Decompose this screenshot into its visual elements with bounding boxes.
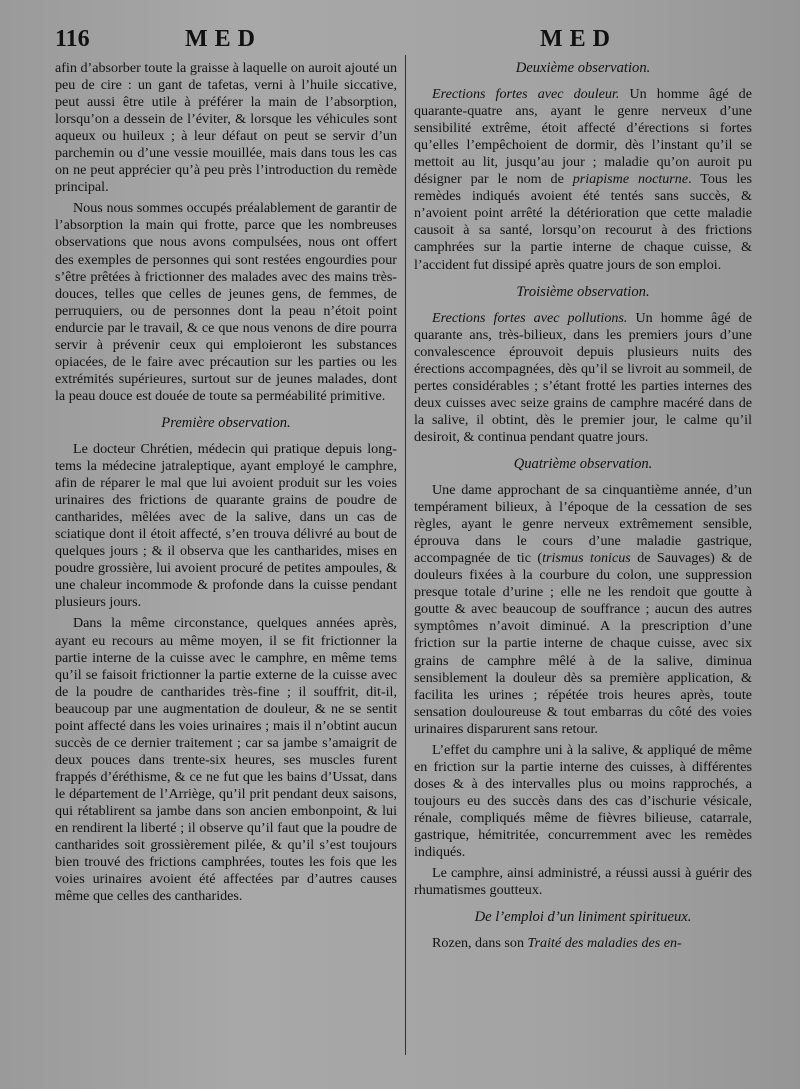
text-run: Une dame approchant de sa cinquantième année, d’un tempérament bilieux, à l’époque de la cessation de ses règles, ayant le genre nerveux extrêmement sensible, éprouva dans le cours d’une maladie gastrique, accompagnée de tic ( (414, 482, 752, 567)
lead-phrase: Erections fortes avec pollutions. (432, 309, 628, 326)
running-head-right: MED (540, 26, 617, 52)
italic-term: trismus tonicus (542, 550, 631, 567)
paragraph: Le camphre, ainsi administré, a réussi aussi à guérir des rhumatismes goutteux. (414, 865, 752, 899)
text-run: Rozen, dans son (432, 935, 528, 952)
page-number: 116 (55, 26, 90, 52)
text-run: de Sauvages) & de douleurs fixées à la courbure du colon, une suppression presque totale d’urine ; elle ne les rendoit que goutte à goutte & avec beaucoup de souffrance ; aucun des autres symptômes n’avoit diminué. A la prescription d’une friction sur la partie interne de chaque cuisse, avec six grains de camphre mêlé à de la salive, diminua sensiblement la douleur dès sa première application, & facilita les urines ; répétée trois heures après, toute sensation douloureuse & tout embarras du côté des voies urinaires disparurent sans retour. (414, 550, 752, 737)
running-head-left: MED (185, 26, 262, 52)
text-run: Un homme âgé de quarante ans, très-bilieux, dans les premiers jours d’une convalescence éprouvoit depuis plusieurs nuits des érections accompagnées, dès qu’il se livroit au sommeil, de pertes considérables ; s’étant frotté les parties internes des deux cuisses avec seize grains de camphre macéré dans de la salive, il obtint, dès le premier jour, le calme qu’il desiroit, & continua pendant quatre jours. (414, 309, 752, 445)
italic-term: priapisme nocturne (572, 171, 689, 188)
left-column (55, 60, 397, 905)
section-heading: De l’emploi d’un liniment spiritueux. (474, 909, 692, 926)
page-header (0, 22, 800, 58)
paragraph (414, 482, 752, 738)
section-heading: Quatrième observation. (513, 455, 653, 472)
column-divider (405, 55, 406, 1055)
text-run: . Tous les remèdes indiqués avoient été tentés sans succès, & n’avoient point arrêté la détérioration que cette maladie causoit à sa santé, lorsqu’on recourut à des frictions camphrées sur la partie interne de chaque cuisse, & l’accident fut dissipé après quatre jours de son emploi. (414, 171, 752, 273)
section-heading: Première observation. (161, 414, 291, 431)
text-run: Un homme âgé de quarante-quatre ans, ayant le genre nerveux d’une sensibilité extrême, étoit affecté d’érections si fortes qu’elles l’empêchoient de dormir, dès l’instant qu’il se mettoit au lit, jusqu’au jour ; maladie qu’on auroit pu désigner par le nom de (414, 86, 752, 188)
right-column (414, 60, 752, 952)
paragraph: L’effet du camphre uni à la salive, & appliqué de même en friction sur la partie interne des cuisses, à différentes doses & à des intervalles plus ou moins rapprochés, a toujours eu des succès dans des cas d’ischurie vésicale, rénale, compliqués même de fièvres bilieuse, catarrale, gastrique, hémitritée, concurremment avec les remèdes indiqués. (414, 741, 752, 861)
paragraph: afin d’absorber toute la graisse à laquelle on auroit ajouté un peu de cire : un gant de tafetas, verni à l’huile siccative, peut aussi être utile à préférer la main de l’absorption, lorsqu’on a dessein de l’éviter, & lorsque les véhicules sont aqueux ou huileux ; à leur défaut on peut se servir d’un parchemin ou d’une vessie mouillée, mais dans tous les cas on ne peut apprécier qu’à peu près l’introduction du remède principal. (55, 60, 397, 196)
paragraph: Nous nous sommes occupés préalablement de garantir de l’absorption la main qui frotte, parce que les nombreuses observations que nous avons compulsées, nous ont offert des exemples de personnes qui sont restées engourdies pour s’être prêtées à frictionner des malades avec des mains très-douces, telles que celles de jeunes gens, de femmes, de perruquiers, ou de personnes dont la peau n’étoit point endurcie par le travail, & ce que nous venons de dire pourra servir à prévenir ceux qui emploieront les substances opiacées, de le faire avec précaution sur les parties ou les extrémités supérieures, surtout sur de jeunes malades, dont la peau douce est douée de toute sa perméabilité primitive. (55, 200, 397, 404)
section-heading: Deuxième observation. (515, 60, 651, 76)
paragraph (414, 86, 752, 274)
section-heading: Troisième observation. (516, 283, 650, 300)
paragraph: Dans la même circonstance, quelques années après, ayant eu recours au même moyen, il se fit frictionner la partie interne de la cuisse avec le camphre, en même tems qu’il se faisoit frictionner la partie externe de la cuisse avec de la poudre de cantharides très-fine ; il souffrit, dit-il, beaucoup par une augmentation de douleur, & ne se sentit point affecté dans les voies urinaires ; mais il n’obtint aucun succès de ce dernier traitement ; car sa jambe s’amaigrit de deux pouces dans trente-six heures, ses muscles furent frappés d’éréthisme, & ce ne fut que les bains d’Ussat, dans le département de l’Arriège, qu’il prit pendant deux saisons, qui rétablirent sa jambe dans son ancien embonpoint, & lui en rendirent la liberté ; il observe qu’il faut que la poudre de cantharides soit grossièrement pilée, & qu’il s’est toujours bien trouvé des frictions camphrées, toutes les fois que les voies urinaires avoient été affectées par d’autres causes même que celles des cantharides. (55, 615, 397, 905)
paragraph (414, 310, 752, 446)
paragraph: Le docteur Chrétien, médecin qui pratique depuis long-tems la médecine jatraleptique, ayant employé le camphre, afin de réparer le mal que lui avoient produit sur les voies urinaires des frictions de quarante grains de poudre de cantharides, mêlées avec de la salive, dans un cas de sciatique dont il étoit affecté, s’en trouva délivré au bout de quelques jours ; & il observa que les cantharides, mises en poudre grossière, lui avoient procuré de petites ampoules, & une chaleur incommode & profonde dans la cuisse pendant plusieurs jours. (55, 440, 397, 611)
italic-term: Traité des maladies des en- (527, 935, 682, 952)
paragraph (414, 935, 752, 952)
lead-phrase: Erections fortes avec douleur. (432, 86, 620, 103)
